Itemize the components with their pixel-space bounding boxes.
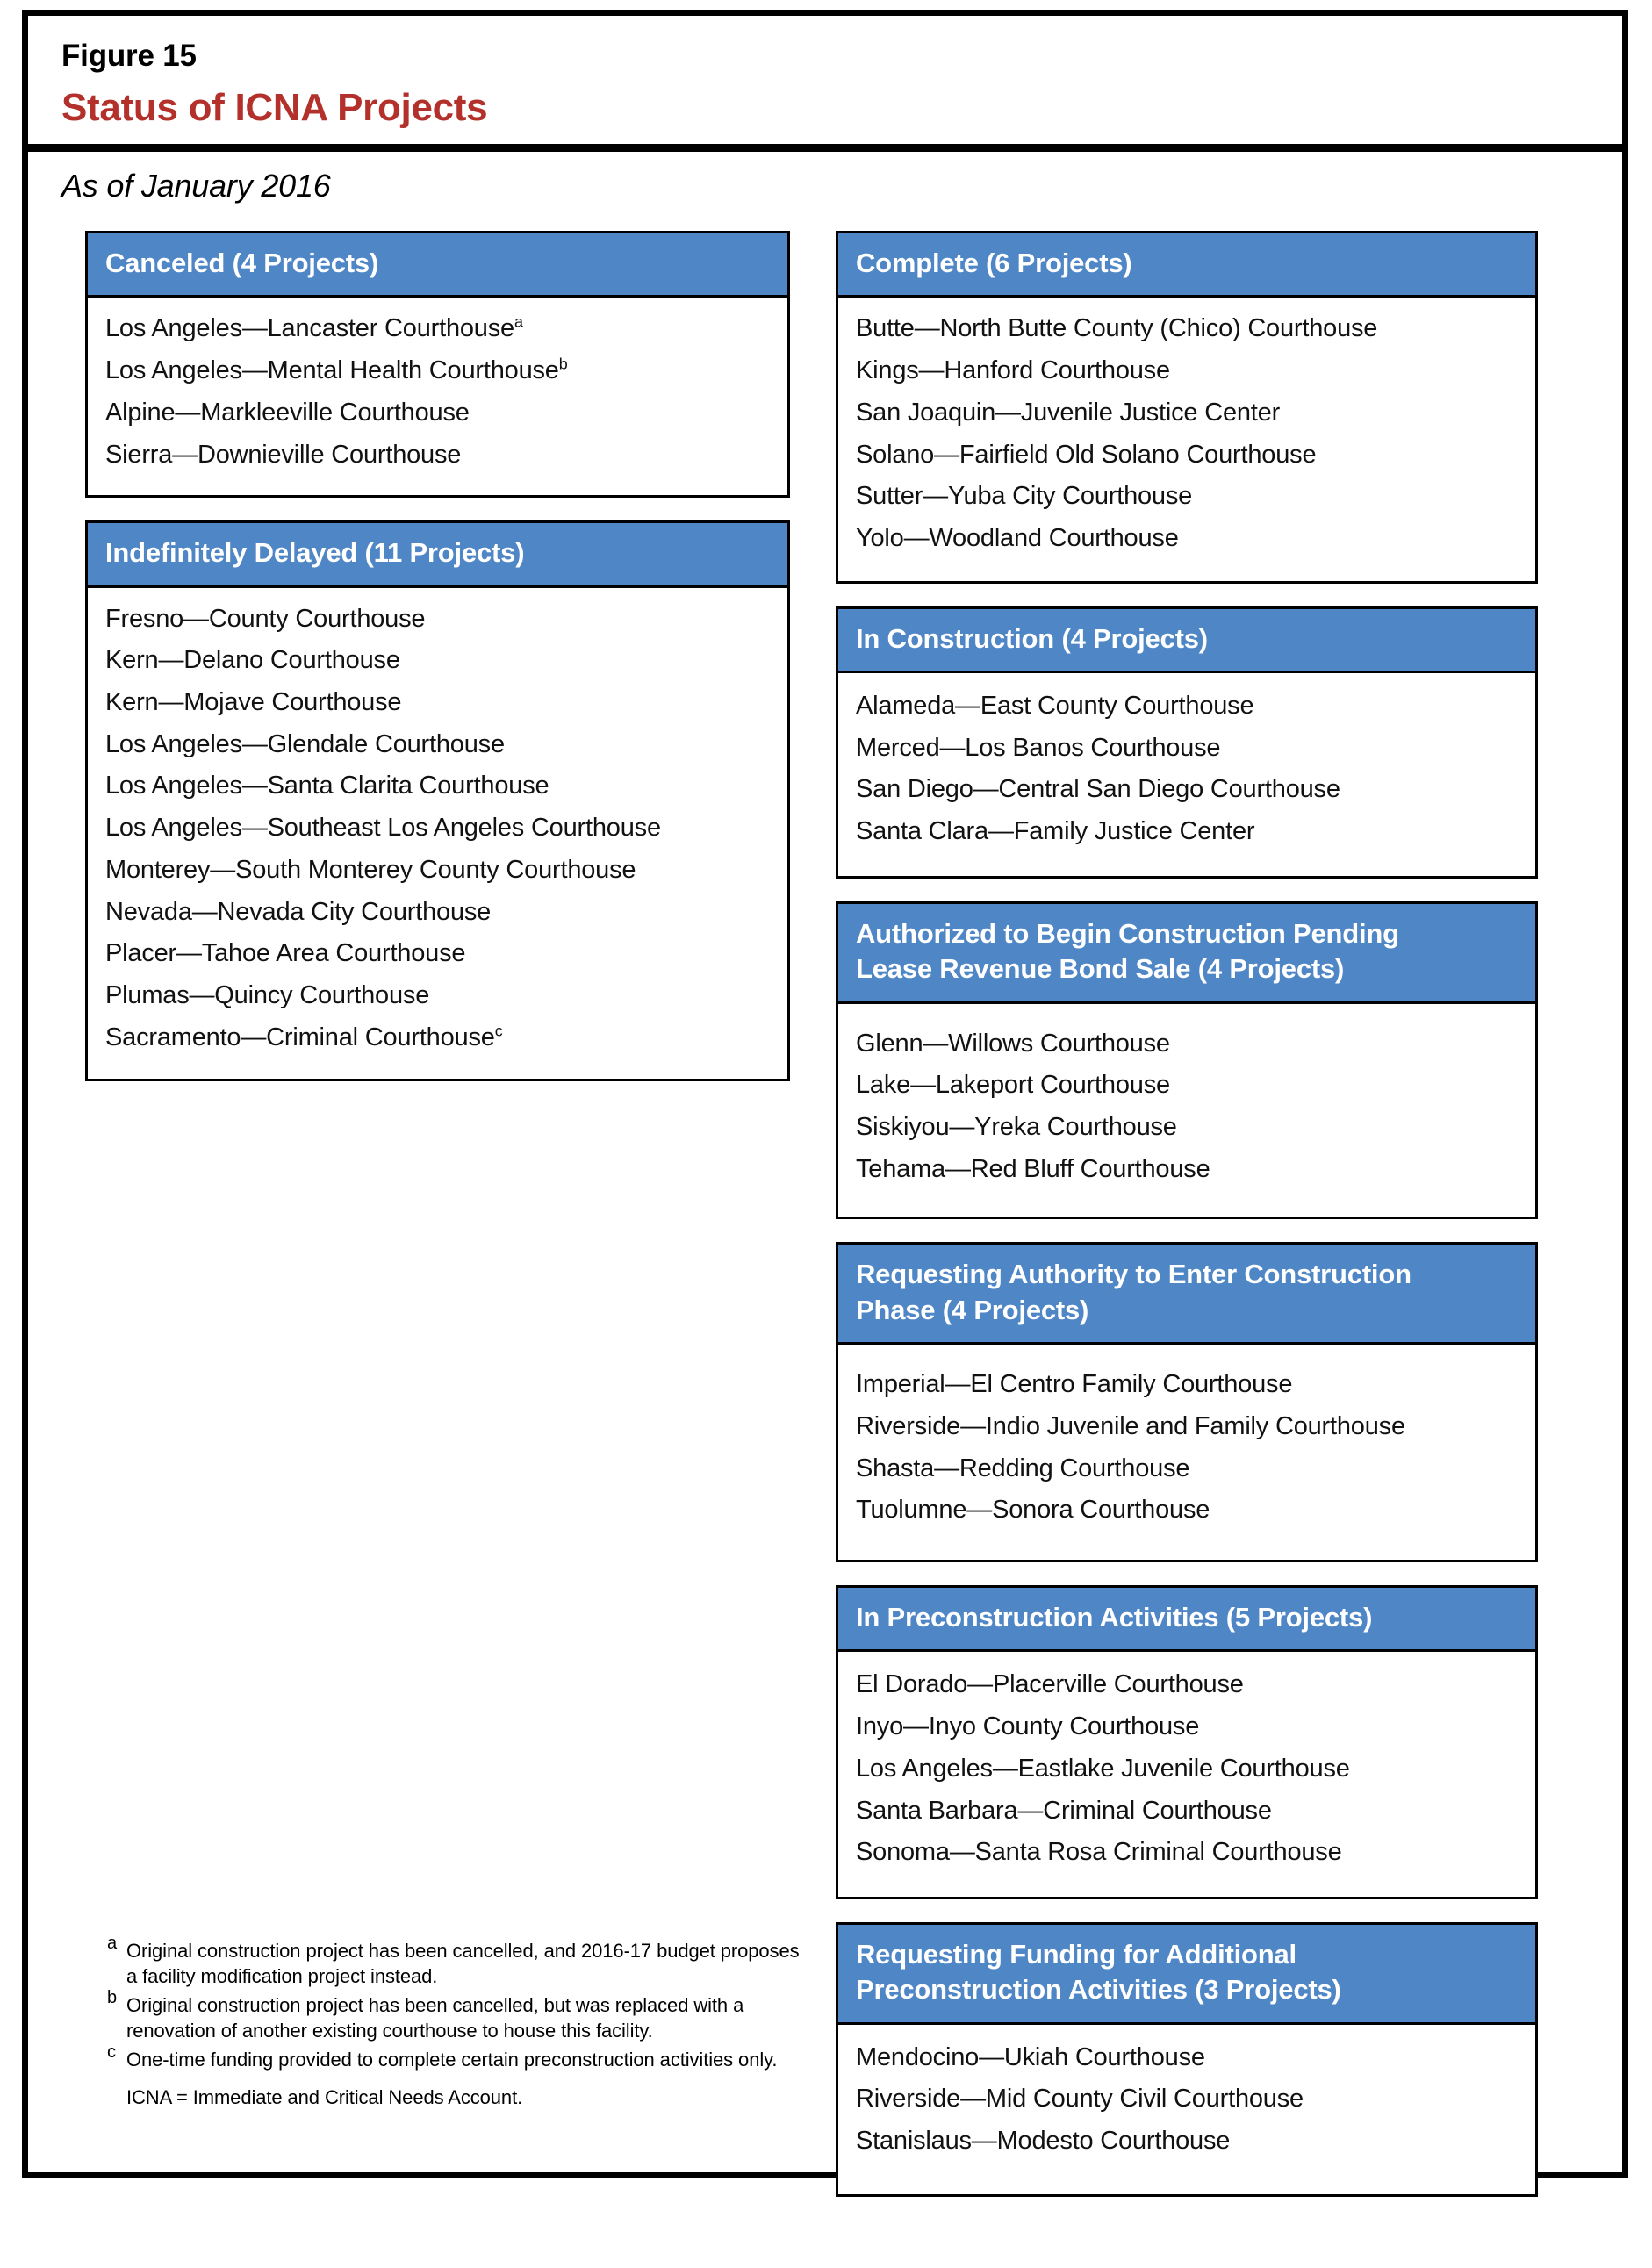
panel-header-requesting-construction-authority (838, 1245, 1535, 1345)
project-name: El Dorado—Placerville Courthouse (856, 1670, 1244, 1699)
project-name: Los Angeles—Santa Clarita Courthouse (105, 772, 549, 800)
project-name: Santa Barbara—Criminal Courthouse (856, 1796, 1272, 1825)
project-name: Monterey—South Monterey County Courthouse (105, 855, 636, 884)
project-name: Sierra—Downieville Courthouse (105, 440, 462, 469)
project-name: Alpine—Markleeville Courthouse (105, 398, 470, 427)
panel-header-authorized-pending-bond-sale (838, 904, 1535, 1004)
project-name: Imperial—El Centro Family Courthouse (856, 1370, 1293, 1399)
footnote-ref: b (558, 355, 568, 373)
list-item (856, 2037, 1518, 2079)
panel-body-requesting-additional-preconstruction-funding (838, 2025, 1535, 2194)
project-name: Fresno—County Courthouse (105, 604, 426, 633)
list-item (856, 1023, 1518, 1066)
project-name: Sonoma—Santa Rosa Criminal Courthouse (856, 1838, 1342, 1867)
list-item (856, 1364, 1518, 1406)
list-item (856, 2121, 1518, 2163)
panel-in-construction (836, 606, 1538, 879)
list-item (856, 1149, 1518, 1191)
panel-header-line: Authorized to Begin Construction Pending (856, 917, 1399, 949)
project-name: Shasta—Redding Courthouse (856, 1453, 1190, 1482)
panel-header-line: Preconstruction Activities (3 Projects) (856, 1974, 1341, 2006)
list-item (856, 1448, 1518, 1490)
project-name: Santa Clara—Family Justice Center (856, 817, 1255, 846)
project-name: Los Angeles—Glendale Courthouse (105, 729, 505, 758)
panel-header-in-preconstruction-activities (838, 1588, 1535, 1652)
panel-header-indefinitely-delayed (88, 523, 787, 587)
right-column (836, 231, 1538, 2216)
figure-title: Status of ICNA Projects (61, 86, 488, 129)
list-item (856, 1791, 1518, 1833)
footnote-text: Original construction project has been cancelled, and 2016-17 budget proposes a facility modification project instead. (126, 1940, 800, 1988)
list-item (856, 685, 1518, 728)
panel-body-canceled (88, 298, 787, 495)
list-item (105, 975, 770, 1017)
list-item (105, 640, 770, 682)
panel-authorized-pending-bond-sale (836, 901, 1538, 1220)
list-item (856, 434, 1518, 477)
panel-header-complete (838, 233, 1535, 298)
panel-header-requesting-additional-preconstruction-funding (838, 1925, 1535, 2025)
project-name: Riverside—Indio Juvenile and Family Courthouse (856, 1411, 1405, 1440)
footnote-a (107, 1934, 801, 1990)
project-name: Lake—Lakeport Courthouse (856, 1071, 1170, 1100)
list-item (856, 308, 1518, 350)
footnote-marker: c (107, 2042, 116, 2062)
project-name: Mendocino—Ukiah Courthouse (856, 2042, 1205, 2071)
project-name: Inyo—Inyo County Courthouse (856, 1712, 1200, 1741)
panel-canceled (85, 231, 790, 498)
panel-requesting-construction-authority (836, 1242, 1538, 1562)
list-item (856, 1406, 1518, 1448)
left-column (85, 231, 790, 1101)
list-item (105, 434, 770, 477)
footnotes-block (107, 1934, 801, 2109)
list-item (856, 1107, 1518, 1149)
abbreviation-note: ICNA = Immediate and Critical Needs Account. (126, 2086, 523, 2109)
panel-header-line: Canceled (4 Projects) (105, 248, 379, 278)
figure-header (28, 16, 1622, 130)
panel-header-line: Phase (4 Projects) (856, 1294, 1089, 1325)
list-item (105, 1017, 770, 1059)
list-item (105, 724, 770, 766)
list-item (105, 933, 770, 975)
project-name: Kern—Mojave Courthouse (105, 688, 402, 716)
figure-subtitle: As of January 2016 (61, 168, 331, 204)
panel-header-line: Complete (6 Projects) (856, 248, 1132, 278)
panel-body-authorized-pending-bond-sale (838, 1004, 1535, 1217)
footnote-c (107, 2042, 801, 2072)
figure-number: Figure 15 (61, 39, 197, 73)
panel-header-line: Requesting Authority to Enter Construction (856, 1259, 1411, 1290)
footnote-ref: a (514, 312, 523, 331)
project-name: Sutter—Yuba City Courthouse (856, 482, 1193, 511)
list-item (856, 1706, 1518, 1748)
project-name: Yolo—Woodland Courthouse (856, 523, 1179, 552)
panel-in-preconstruction-activities (836, 1585, 1538, 1899)
project-name: Los Angeles—Lancaster Courthouse (105, 314, 514, 343)
project-name: Alameda—East County Courthouse (856, 692, 1254, 720)
project-name: Solano—Fairfield Old Solano Courthouse (856, 440, 1317, 469)
project-name: Los Angeles—Southeast Los Angeles Courthouse (105, 814, 661, 843)
project-name: Los Angeles—Eastlake Juvenile Courthouse (856, 1754, 1350, 1783)
list-item (105, 807, 770, 850)
panel-body-requesting-construction-authority (838, 1345, 1535, 1560)
project-name: Riverside—Mid County Civil Courthouse (856, 2085, 1304, 2114)
footnote-text: One-time funding provided to complete certain preconstruction activities only. (126, 2048, 778, 2071)
project-name: Merced—Los Banos Courthouse (856, 733, 1221, 762)
footnote-ref: c (494, 1022, 503, 1040)
project-name: Los Angeles—Mental Health Courthouse (105, 356, 559, 385)
project-name: Siskiyou—Yreka Courthouse (856, 1113, 1177, 1141)
list-item (856, 728, 1518, 770)
list-item (105, 392, 770, 434)
panel-indefinitely-delayed (85, 520, 790, 1080)
list-item (105, 682, 770, 724)
panel-header-line: In Preconstruction Activities (5 Projects) (856, 1602, 1373, 1633)
list-item (856, 350, 1518, 392)
list-item (856, 392, 1518, 434)
panel-body-in-construction (838, 673, 1535, 876)
list-item (856, 1748, 1518, 1791)
footnote-marker: b (107, 1987, 118, 2007)
footnote-text: Original construction project has been cancelled, but was replaced with a renovation of another existing courthouse to house this facility. (126, 1993, 744, 2042)
list-item (856, 769, 1518, 811)
panel-body-in-preconstruction-activities (838, 1652, 1535, 1897)
project-name: Plumas—Quincy Courthouse (105, 981, 430, 1010)
list-item (856, 518, 1518, 560)
list-item (105, 599, 770, 641)
panel-header-line: Requesting Funding for Additional (856, 1938, 1296, 1970)
project-name: Nevada—Nevada City Courthouse (105, 897, 492, 926)
list-item (105, 350, 770, 392)
project-name: San Joaquin—Juvenile Justice Center (856, 398, 1281, 427)
project-name: Glenn—Willows Courthouse (856, 1029, 1170, 1058)
list-item (856, 1065, 1518, 1107)
panel-header-canceled (88, 233, 787, 298)
figure-frame (22, 10, 1628, 2178)
list-item (856, 811, 1518, 853)
list-item (856, 2078, 1518, 2121)
list-item (856, 476, 1518, 518)
list-item (856, 1664, 1518, 1706)
header-divider-rule (28, 144, 1622, 152)
project-name: Kings—Hanford Courthouse (856, 356, 1170, 385)
panel-header-line: Indefinitely Delayed (11 Projects) (105, 537, 525, 569)
footnote-b (107, 1987, 801, 2044)
project-name: Placer—Tahoe Area Courthouse (105, 939, 466, 968)
project-name: Sacramento—Criminal Courthouse (105, 1023, 495, 1051)
panel-header-line: In Construction (4 Projects) (856, 622, 1208, 654)
project-name: Tuolumne—Sonora Courthouse (856, 1496, 1210, 1525)
panel-body-complete (838, 298, 1535, 580)
panel-body-indefinitely-delayed (88, 588, 787, 1079)
list-item (856, 1489, 1518, 1532)
list-item (105, 892, 770, 934)
list-item (105, 765, 770, 807)
project-name: Kern—Delano Courthouse (105, 646, 400, 675)
list-item (856, 1832, 1518, 1874)
project-name: San Diego—Central San Diego Courthouse (856, 775, 1340, 804)
panel-requesting-additional-preconstruction-funding (836, 1922, 1538, 2197)
panel-header-in-construction (838, 609, 1535, 673)
panel-complete (836, 231, 1538, 584)
project-name: Butte—North Butte County (Chico) Courthouse (856, 314, 1378, 343)
list-item (105, 308, 770, 350)
project-name: Stanislaus—Modesto Courthouse (856, 2127, 1231, 2156)
panel-header-line: Lease Revenue Bond Sale (4 Projects) (856, 953, 1345, 985)
project-name: Tehama—Red Bluff Courthouse (856, 1154, 1210, 1183)
footnote-marker: a (107, 1934, 118, 1953)
list-item (105, 850, 770, 892)
